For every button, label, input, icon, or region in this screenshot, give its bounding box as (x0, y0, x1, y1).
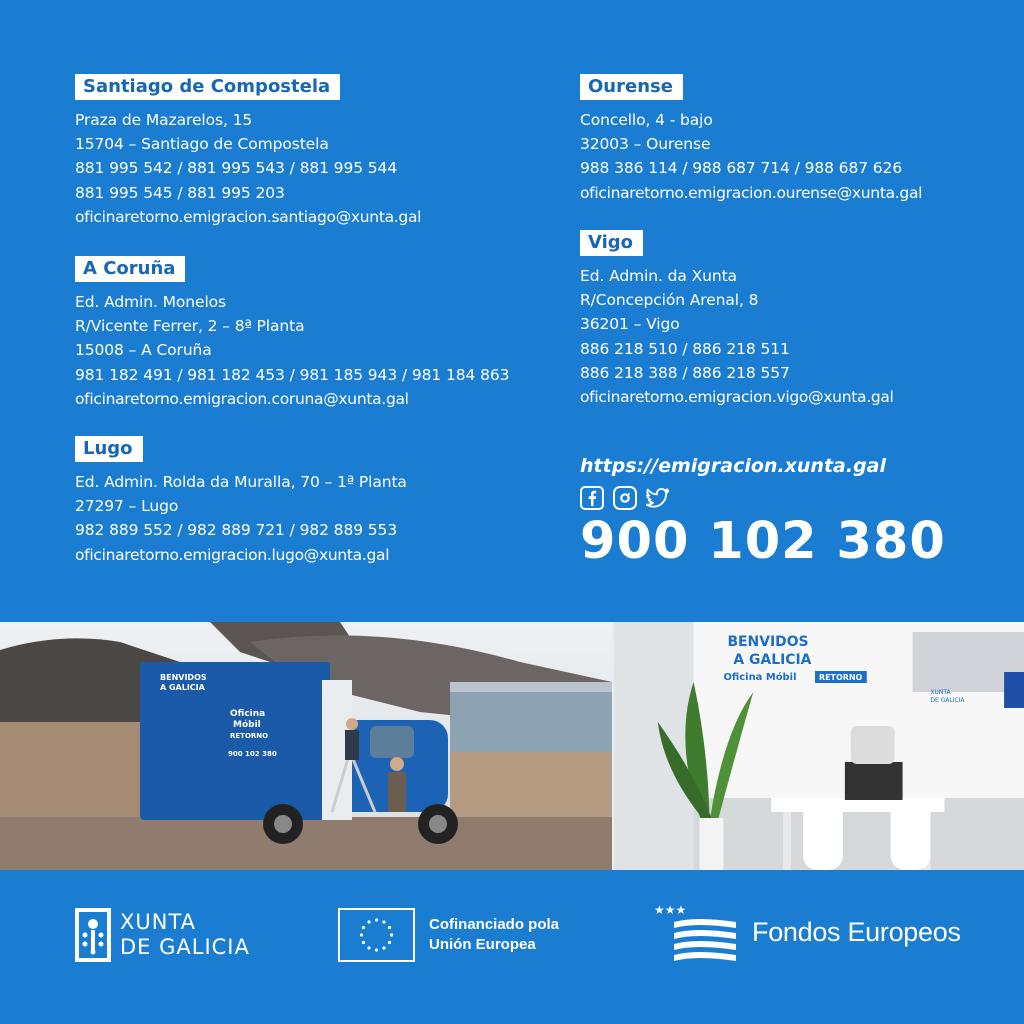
eu-star (362, 926, 365, 929)
office-email-link[interactable]: oficinaretorno.emigracion.ourense@xunta.gal (580, 183, 923, 202)
eu-line1: Cofinanciado pola (429, 916, 560, 933)
office-email-link[interactable]: oficinaretorno.emigracion.santiago@xunta.gal (75, 207, 422, 226)
eu-flag-icon (338, 908, 415, 962)
office-email-link[interactable]: oficinaretorno.emigracion.lugo@xunta.gal (75, 545, 390, 564)
office-postcode-line: 27297 – Lugo (75, 497, 179, 516)
website-link[interactable]: https://emigracion.xunta.gal (580, 455, 887, 477)
office-phone-line: 982 889 552 / 982 889 721 / 982 889 553 (75, 521, 398, 540)
office-phone-line: 881 995 545 / 881 995 203 (75, 183, 285, 202)
office-phone-line: 988 386 114 / 988 687 714 / 988 687 626 (580, 159, 903, 178)
fondos-europeos-logo (652, 902, 961, 962)
office-postcode-line: 36201 – Vigo (580, 315, 680, 334)
fondos-europeos-text: Fondos Europeos (752, 916, 961, 947)
office-ourense (580, 74, 1024, 205)
office-phone-line: 981 182 491 / 981 182 453 / 981 185 943 / 981 184 863 (75, 365, 510, 384)
office-name: Lugo (75, 436, 143, 462)
contact-block (580, 452, 946, 570)
van-text: BENVIDOS (160, 673, 207, 682)
office-santiago (75, 74, 535, 229)
eu-text (429, 915, 559, 955)
xunta-logo (75, 908, 250, 962)
eu-star (382, 920, 385, 923)
xunta-shield-icon (75, 908, 111, 962)
eu-star (362, 941, 365, 944)
instagram-icon[interactable] (613, 486, 637, 510)
office-wall-text: A GALICIA (733, 651, 812, 669)
twitter-icon[interactable] (646, 486, 670, 510)
eu-star (375, 918, 378, 921)
office-phone-line: 886 218 510 / 886 218 511 (580, 339, 790, 358)
office-photo (612, 622, 1024, 870)
office-postcode-line: 15008 – A Coruña (75, 341, 212, 360)
eu-star (360, 933, 363, 936)
office-phone-line: 881 995 542 / 881 995 543 / 881 995 544 (75, 159, 398, 178)
xunta-line1: XUNTA (120, 910, 197, 934)
office-address-line: R/Concepción Arenal, 8 (580, 291, 759, 310)
office-name: Vigo (580, 230, 643, 256)
office-postcode-line: 15704 – Santiago de Compostela (75, 135, 329, 154)
office-email-link[interactable]: oficinaretorno.emigracion.coruna@xunta.gal (75, 389, 409, 408)
fondos-europeos-icon (652, 902, 738, 962)
social-links (580, 486, 946, 510)
xunta-line2: DE GALICIA (120, 935, 250, 959)
eu-star (382, 946, 385, 949)
office-wall-badge: RETORNO (819, 672, 863, 683)
eu-star (367, 920, 370, 923)
footer-logos (0, 870, 1024, 1024)
office-wall-text: Oficina Móbil (723, 671, 797, 684)
office-wall-logo: XUNTA (930, 688, 951, 697)
van-text: 900 102 380 (228, 750, 277, 758)
xunta-wordmark (120, 910, 250, 960)
van-photo (0, 622, 612, 870)
facebook-icon[interactable] (580, 486, 604, 510)
eu-line2: Unión Europea (429, 936, 536, 953)
eu-star (388, 926, 391, 929)
eu-star (388, 941, 391, 944)
phone-number[interactable]: 900 102 380 (580, 512, 946, 571)
office-lugo (75, 436, 535, 567)
office-address-line: Ed. Admin. da Xunta (580, 267, 737, 285)
van-text: Móbil (233, 720, 261, 730)
photo-strip (0, 622, 1024, 870)
eu-star (375, 948, 378, 951)
office-phone-line: 886 218 388 / 886 218 557 (580, 363, 790, 382)
office-name: A Coruña (75, 256, 185, 282)
eu-star (367, 946, 370, 949)
svg-text:★★★: ★★★ (654, 903, 687, 917)
office-address-line: R/Vicente Ferrer, 2 – 8ª Planta (75, 317, 305, 336)
office-wall-logo: DE GALICIA (930, 696, 965, 705)
office-address-line: Ed. Admin. Monelos (75, 293, 227, 311)
office-email-link[interactable]: oficinaretorno.emigracion.vigo@xunta.gal (580, 388, 894, 407)
office-address-line: Praza de Mazarelos, 15 (75, 111, 253, 129)
office-address-line: Concello, 4 - bajo (580, 111, 713, 129)
office-postcode-line: 32003 – Ourense (580, 135, 711, 154)
eu-cofinancing-logo (338, 908, 559, 962)
office-name: Ourense (580, 74, 683, 100)
office-address-line: Ed. Admin. Rolda da Muralla, 70 – 1ª Planta (75, 473, 407, 491)
van-text: Oficina (230, 709, 266, 719)
van-text: A GALICIA (160, 683, 205, 692)
eu-star (390, 933, 393, 936)
office-wall-text: BENVIDOS (727, 633, 809, 651)
office-vigo (580, 230, 1024, 409)
office-name: Santiago de Compostela (75, 74, 340, 100)
van-text: RETORNO (230, 732, 269, 740)
office-coruna (75, 256, 535, 411)
